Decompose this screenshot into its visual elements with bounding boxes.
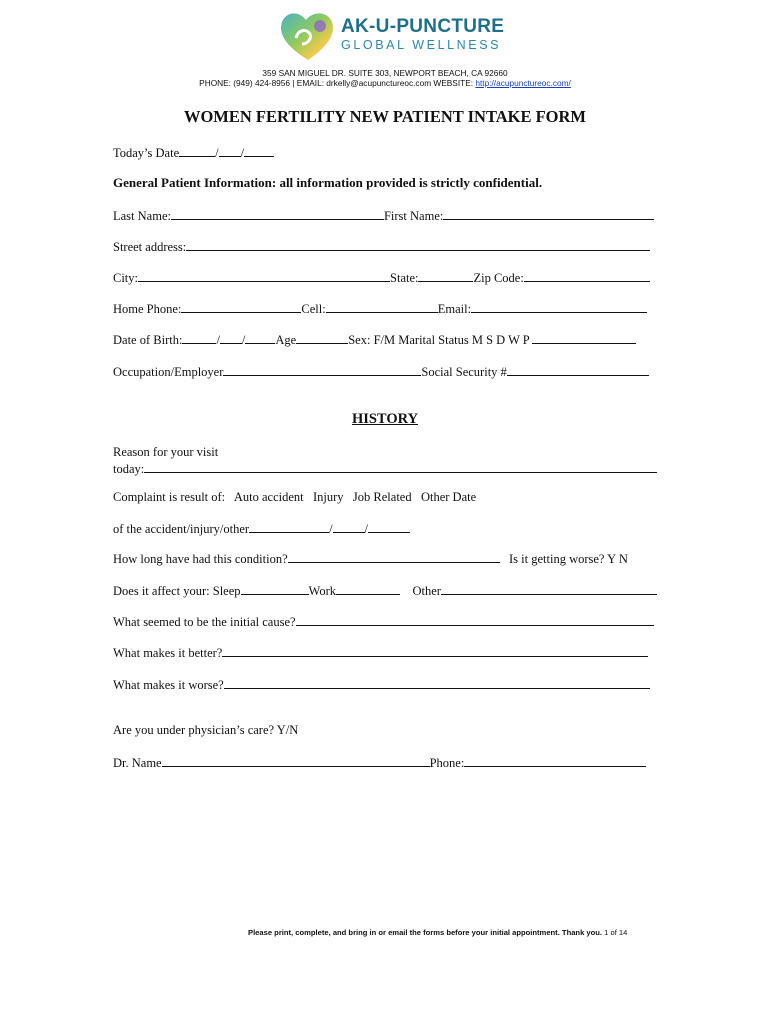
- complaint-option-job[interactable]: Job Related: [352, 490, 412, 504]
- accident-day-field[interactable]: [333, 520, 365, 533]
- complaint-option-injury[interactable]: Injury: [312, 490, 344, 504]
- history-heading: HISTORY: [351, 411, 419, 427]
- getting-worse-label: Is it getting worse? Y N: [509, 552, 628, 566]
- dr-name-label: Dr. Name: [113, 756, 162, 770]
- zip-label: Zip Code:: [473, 271, 524, 285]
- accident-year-field[interactable]: [368, 520, 410, 533]
- affect-other-label: Other: [412, 584, 441, 598]
- initial-cause-label: What seemed to be the initial cause?: [113, 615, 296, 629]
- marital-status-field[interactable]: [532, 331, 636, 344]
- phone-row: [113, 300, 647, 316]
- dob-row: Date of Birth: / / Age Sex: F/M Marital Status M S D W P: [113, 331, 636, 347]
- dr-name-row: [113, 754, 646, 770]
- worse-field[interactable]: [224, 676, 650, 689]
- dr-phone-field[interactable]: [464, 754, 646, 767]
- ssn-label: Social Security #: [421, 365, 507, 379]
- city-field[interactable]: [138, 269, 390, 282]
- last-name-label: Last Name:: [113, 209, 171, 223]
- brand-tagline: GLOBAL WELLNESS: [341, 38, 502, 52]
- complaint-label: Complaint is result of:: [113, 490, 226, 504]
- cell-label: Cell:: [301, 302, 326, 316]
- accident-month-field[interactable]: [249, 520, 329, 533]
- reason-label-line1: Reason for your visit: [113, 445, 219, 459]
- street-field[interactable]: [186, 238, 650, 251]
- dr-phone-label: Phone:: [429, 756, 465, 770]
- physician-care-label: Are you under physician’s care? Y/N: [113, 723, 299, 737]
- initial-cause-field[interactable]: [296, 613, 654, 626]
- age-field[interactable]: [296, 331, 348, 344]
- better-field[interactable]: [222, 644, 648, 657]
- todays-date-year-field[interactable]: [244, 144, 274, 157]
- email-label: Email:: [437, 302, 472, 316]
- street-label: Street address:: [113, 240, 187, 254]
- complaint-option-auto[interactable]: Auto accident: [233, 490, 304, 504]
- first-name-field[interactable]: [443, 207, 654, 220]
- affect-sleep-label: Does it affect your: Sleep: [113, 584, 241, 598]
- reason-label-line2: today:: [113, 462, 145, 476]
- ssn-field[interactable]: [507, 363, 649, 376]
- age-label: Age: [275, 333, 297, 347]
- page-number: 1 of 14: [604, 928, 628, 937]
- todays-date-day-field[interactable]: [219, 144, 241, 157]
- street-row: [113, 238, 650, 254]
- website-link[interactable]: http://acupunctureoc.com/: [475, 78, 571, 88]
- dr-name-field[interactable]: [162, 754, 430, 767]
- accident-date-row: of the accident/injury/other / /: [113, 520, 410, 536]
- reason-field[interactable]: [144, 460, 657, 473]
- todays-date-label: Today’s Date: [113, 146, 180, 160]
- dob-year-field[interactable]: [245, 331, 275, 344]
- email-field[interactable]: [471, 300, 647, 313]
- complaint-option-other[interactable]: Other Date: [420, 490, 477, 504]
- footer: [248, 928, 627, 937]
- dob-label: Date of Birth:: [113, 333, 183, 347]
- how-long-label: How long have had this condition?: [113, 552, 288, 566]
- zip-field[interactable]: [524, 269, 650, 282]
- how-long-field[interactable]: [288, 550, 500, 563]
- occupation-label: Occupation/Employer: [113, 365, 224, 379]
- city-row: [113, 269, 650, 285]
- heart-logo-icon: [276, 8, 340, 64]
- occupation-row: [113, 363, 649, 379]
- worse-label: What makes it worse?: [113, 678, 224, 692]
- contact-line: [0, 78, 770, 88]
- dob-day-field[interactable]: [220, 331, 242, 344]
- affect-row: [113, 582, 657, 598]
- occupation-field[interactable]: [223, 363, 421, 376]
- city-label: City:: [113, 271, 139, 285]
- form-title: WOMEN FERTILITY NEW PATIENT INTAKE FORM: [183, 107, 587, 126]
- state-field[interactable]: [418, 269, 473, 282]
- home-phone-label: Home Phone:: [113, 302, 182, 316]
- home-phone-field[interactable]: [181, 300, 301, 313]
- state-label: State:: [390, 271, 419, 285]
- last-name-field[interactable]: [171, 207, 384, 220]
- sex-marital-label: Sex: F/M Marital Status M S D W P: [348, 333, 530, 347]
- complaint-row: [113, 490, 476, 504]
- first-name-label: First Name:: [383, 209, 444, 223]
- affect-sleep-field[interactable]: [241, 582, 309, 595]
- todays-date-month-field[interactable]: [179, 144, 215, 157]
- initial-cause-row: [113, 613, 654, 629]
- affect-work-label: Work: [308, 584, 336, 598]
- better-row: [113, 644, 648, 660]
- affect-work-field[interactable]: [336, 582, 400, 595]
- affect-other-field[interactable]: [441, 582, 657, 595]
- address-line: 359 SAN MIGUEL DR. SUITE 303, NEWPORT BEACH, CA 92660: [262, 68, 508, 78]
- todays-date-row: Today’s Date / /: [113, 144, 274, 160]
- footer-note: Please print, complete, and bring in or email the forms before your initial appointment. Thank you.: [248, 928, 603, 937]
- contact-text: PHONE: (949) 424-8956 | EMAIL: drkelly@acupunctureoc.com WEBSITE:: [199, 78, 476, 88]
- general-info-heading: General Patient Information: all information provided is strictly confidential.: [113, 175, 543, 190]
- name-row: [113, 207, 654, 223]
- dob-month-field[interactable]: [182, 331, 216, 344]
- better-label: What makes it better?: [113, 646, 223, 660]
- worse-row: [113, 676, 650, 692]
- accident-date-label: of the accident/injury/other: [113, 522, 250, 536]
- how-long-row: [113, 550, 628, 566]
- brand-name: AK-U-PUNCTURE: [341, 16, 505, 37]
- reason-row: [113, 460, 657, 476]
- cell-field[interactable]: [326, 300, 438, 313]
